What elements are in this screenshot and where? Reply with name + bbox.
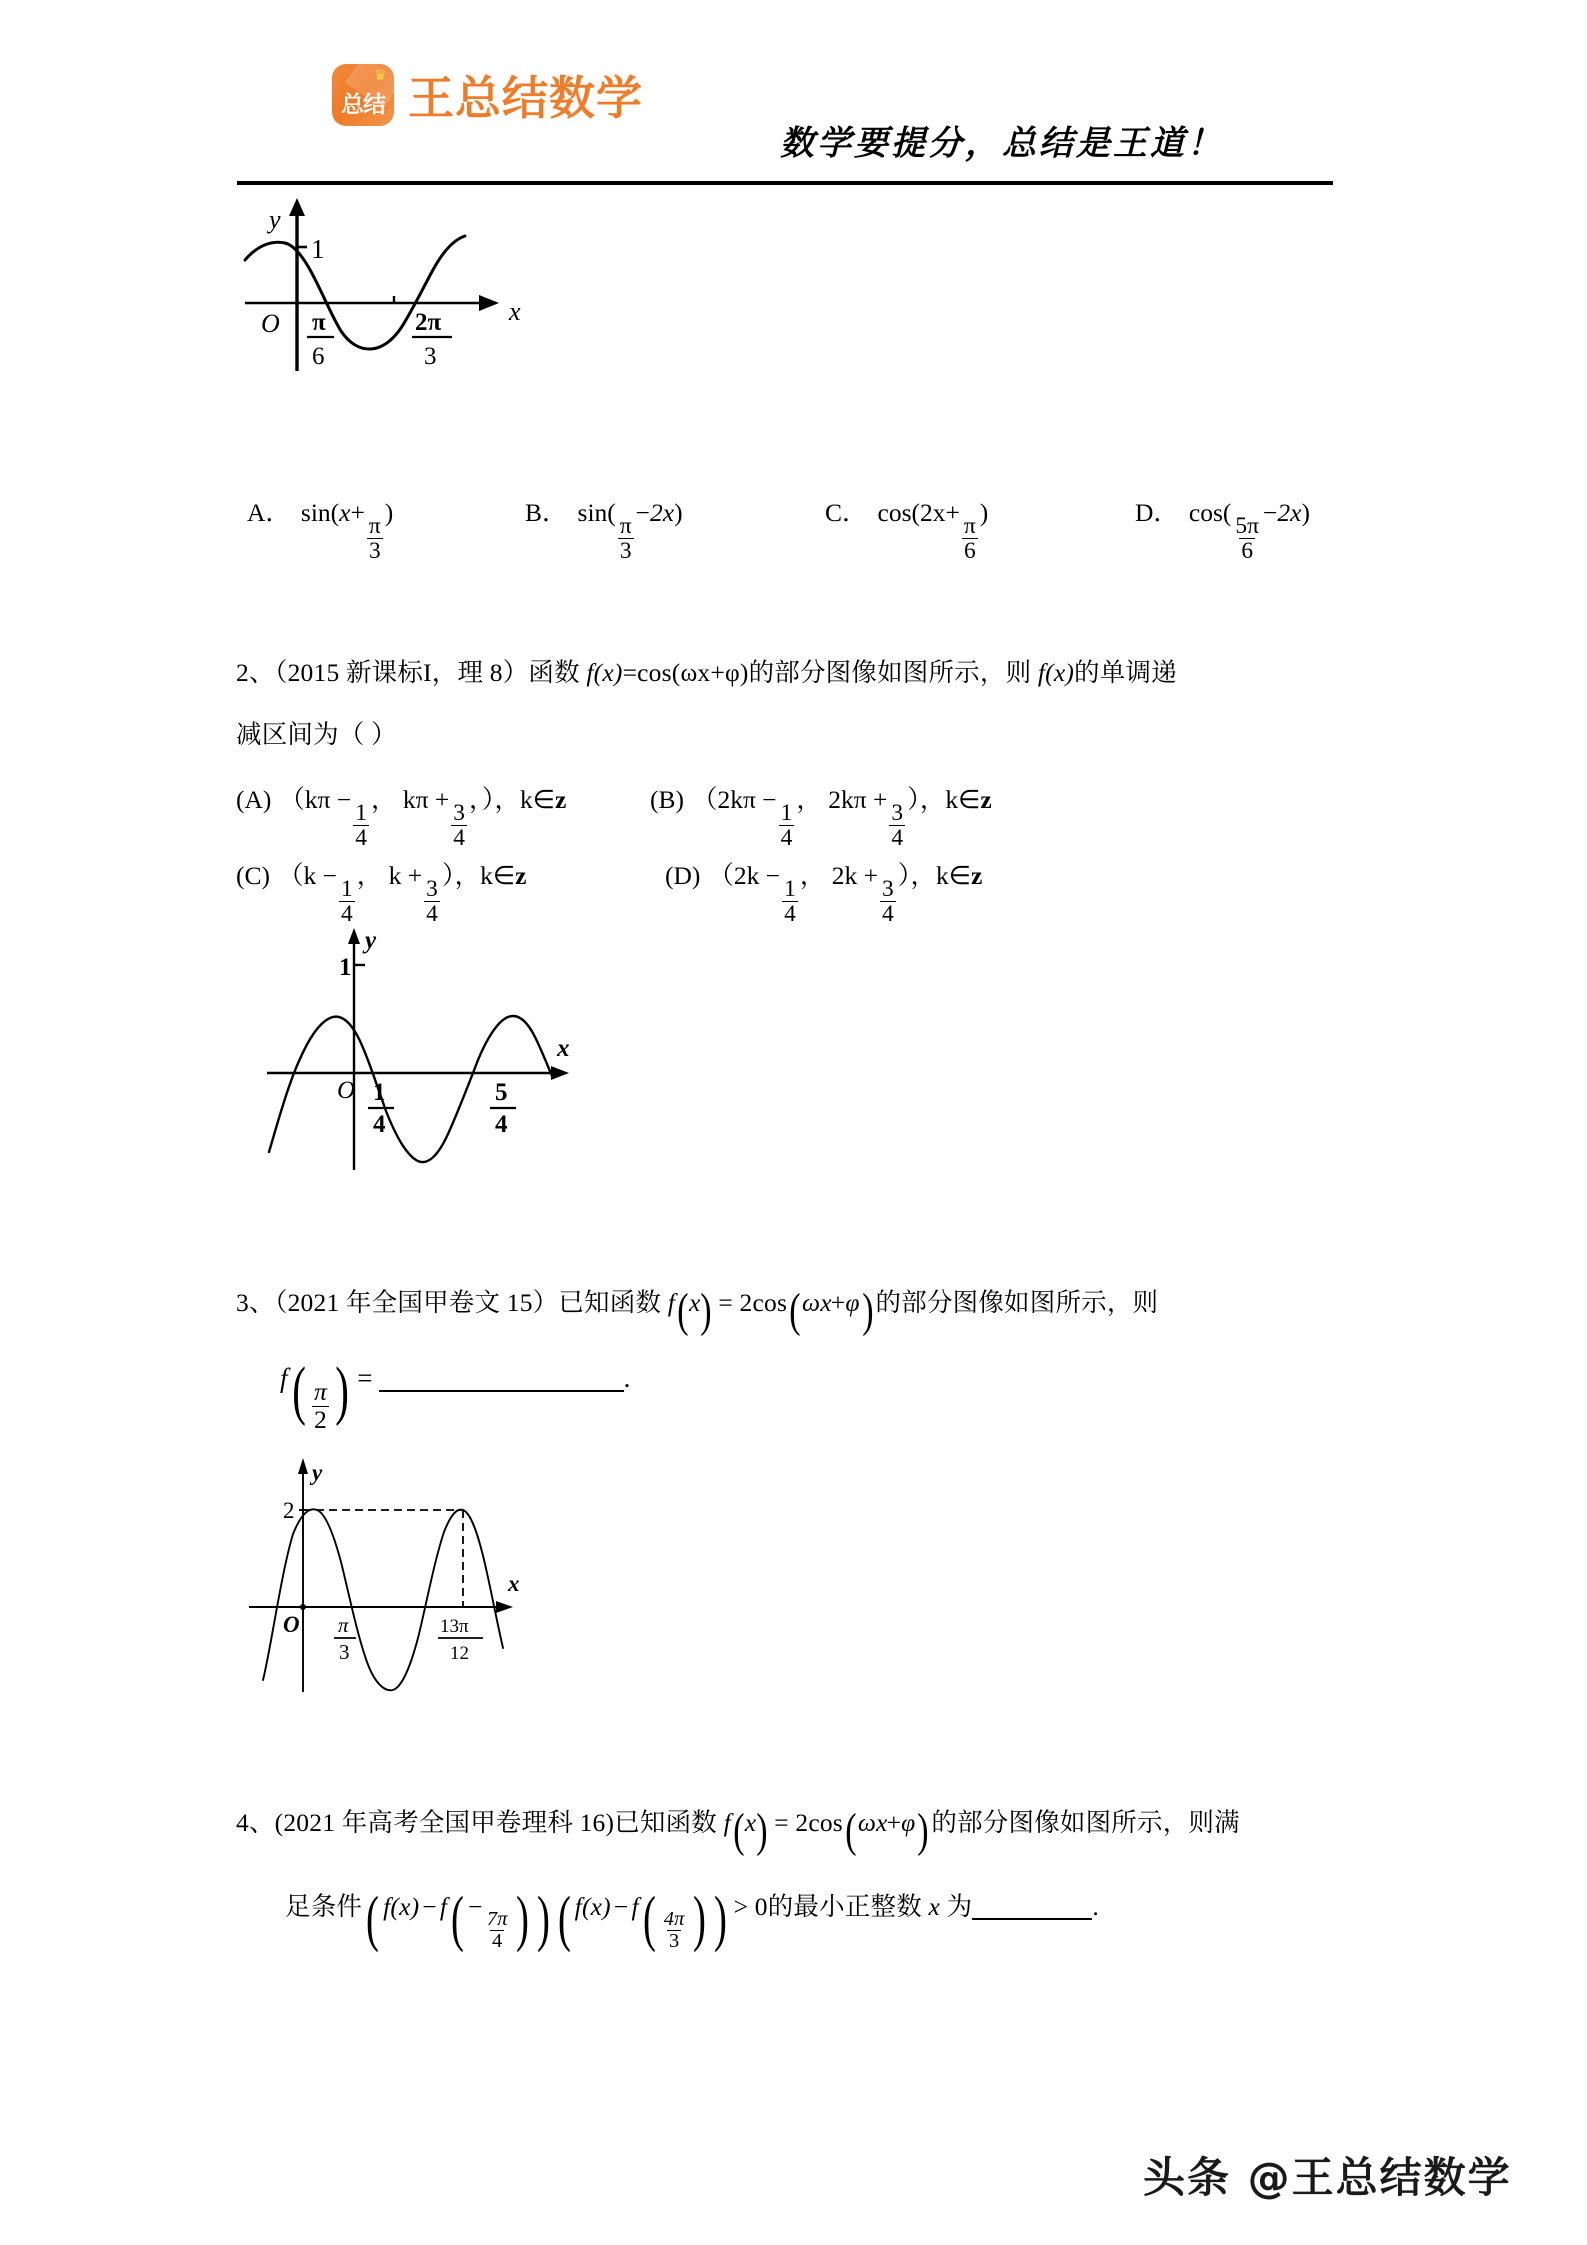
paren-open: ( (733, 1805, 745, 1858)
brand-name: 王总结数学 (408, 71, 643, 125)
paren-open-arg2: ( (642, 1882, 656, 1953)
q2-option-d-expr: （2k − $\frac{1}{4}$ ， 2k + $\frac{3}{4}$ ），k∈z (708, 861, 983, 928)
q3-stem-line1: 3、（2021 年全国甲卷文 15）已知函数 f(x) = 2cos(ωx+φ)的部分图像如图所示，则 (236, 1285, 1159, 1338)
q4-stem-line2: 足条件( f(x) − f( − $\frac{7\pi}{4}$ ) ) ( f(x) − f( $\frac{4\pi}{3}$ ) ) > 0的最小正整数 x 为 . (285, 1882, 1099, 1953)
q2-option-b-expr: （2kπ − $\frac{1}{4}$ ， 2kπ + $\frac{3}{4}$ ），k∈z (692, 785, 992, 852)
x-axis-arrow (496, 1601, 513, 1613)
figure-1-svg (237, 196, 567, 396)
header-divider (237, 181, 1333, 185)
q1-option-b-label: B． (525, 498, 568, 527)
paren-close: ) (700, 1285, 713, 1338)
origin-label: O (337, 1077, 356, 1104)
paren-close-arg1: ) (515, 1882, 529, 1953)
x-axis-arrow (551, 1066, 569, 1080)
x-axis-label: x (508, 1571, 520, 1596)
x-axis-label: x (557, 1035, 570, 1062)
x-axis-arrow (479, 295, 499, 311)
y-axis-arrow (289, 198, 305, 216)
paren-close: ) (756, 1805, 769, 1858)
q2-option-b-label: (B) (650, 785, 684, 814)
figure-3-svg (245, 1452, 585, 1692)
x-tick-2-numerator: 2π (415, 309, 442, 336)
q1-option-a-expr: sin(x+ $\frac{\pi}{3}$ ) (300, 498, 394, 565)
figure-2-svg (255, 920, 615, 1170)
x-tick-2-denominator: 4 (495, 1111, 508, 1138)
y-axis-arrow (348, 928, 360, 944)
origin-label: O (261, 309, 280, 338)
y-axis-label: y (269, 205, 281, 234)
q2-option-c[interactable] (236, 856, 526, 927)
q3-ask-line: f( $\frac{\pi}{2}$ ) = . (280, 1354, 631, 1434)
x-tick-label-2 (438, 1616, 483, 1664)
page-header (0, 0, 1587, 190)
x-tick-1-numerator: 1 (373, 1079, 386, 1106)
brand-logo (332, 62, 643, 128)
x-tick-2-denominator: 3 (424, 343, 437, 370)
q2-option-b[interactable] (650, 780, 992, 851)
x-tick-1-numerator: π (312, 309, 326, 336)
x-tick-1-denominator: 4 (373, 1111, 386, 1138)
q1-option-d-label: D． (1135, 498, 1179, 527)
y-tick-label: 1 (339, 954, 352, 981)
q1-option-c-label: C． (825, 498, 868, 527)
y-tick-label: 2 (283, 1498, 295, 1523)
y-axis-arrow (298, 1458, 308, 1474)
q2-option-a-expr: （kπ − $\frac{1}{4}$ ， kπ + $\frac{3}{4}$ ，），k∈z (279, 785, 567, 852)
x-tick-label-2 (412, 309, 452, 370)
paren-close-arg2: ) (692, 1882, 706, 1953)
paren-open-tall: ( (291, 1354, 306, 1428)
q1-option-b[interactable] (525, 493, 683, 564)
x-tick-label-1 (307, 309, 334, 370)
q2-option-c-label: (C) (236, 861, 270, 890)
q1-option-b-expr: sin( $\frac{\pi}{3}$ −2x) (577, 498, 683, 565)
q4-stem-line1: 4、(2021 年高考全国甲卷理科 16)已知函数 f(x) = 2cos(ωx+φ)的部分图像如图所示，则满 (236, 1805, 1240, 1858)
brand-tagline: 数学要提分，总结是王道！ (780, 123, 1224, 164)
q4-answer-blank[interactable] (972, 1892, 1092, 1920)
x-tick-label-2 (490, 1079, 516, 1138)
origin-dot (300, 1604, 306, 1610)
paren-open-arg1: ( (451, 1882, 465, 1953)
x-tick-1-numerator: π (338, 1613, 349, 1637)
logo-mark-label: 总结 (341, 92, 385, 118)
q2-stem-line2: 减区间为（ ） (236, 720, 397, 749)
q1-option-a-label: A． (247, 498, 291, 527)
x-tick-1-denominator: 3 (339, 1640, 350, 1664)
figure-question1 (237, 196, 567, 396)
x-tick-1-denominator: 6 (312, 343, 325, 370)
x-axis-label: x (509, 297, 521, 326)
q1-option-d-expr: cos( $\frac{5\pi}{6}$ −2x) (1188, 498, 1310, 565)
q2-option-a-label: (A) (236, 785, 272, 814)
paren-open-group2: ( (557, 1882, 571, 1953)
x-tick-label-1 (334, 1613, 356, 1664)
y-tick-label: 1 (311, 234, 325, 264)
q2-option-d-label: (D) (665, 861, 701, 890)
paren-close-tall: ) (335, 1354, 349, 1428)
wave-curve (269, 1016, 552, 1162)
y-axis-label: y (365, 927, 377, 954)
q2-option-c-expr: （k − $\frac{1}{4}$ ， k + $\frac{3}{4}$ ），k∈z (278, 861, 527, 928)
x-tick-2-denominator: 12 (450, 1643, 469, 1664)
crown-icon: ♛ (373, 68, 387, 84)
paren-open-2: ( (789, 1285, 801, 1338)
footer-watermark: 头条 @王总结数学 (1143, 2153, 1512, 2202)
q2-option-d[interactable] (665, 856, 982, 927)
logo-mark-icon (332, 64, 394, 126)
paren-close-2: ) (917, 1805, 930, 1858)
q1-option-a[interactable] (247, 493, 393, 564)
paren-open-group1: ( (366, 1882, 380, 1953)
figure-question3 (245, 1452, 585, 1692)
q2-option-a[interactable] (236, 780, 566, 851)
figure-question2 (255, 920, 615, 1170)
q1-option-d[interactable] (1135, 493, 1310, 564)
paren-close-group2: ) (713, 1882, 727, 1953)
paren-close-group1: ) (536, 1882, 550, 1953)
y-axis-label: y (312, 1460, 323, 1485)
paren-open: ( (677, 1285, 689, 1338)
q1-option-c[interactable] (825, 493, 988, 564)
q1-option-c-expr: cos(2x+ $\frac{\pi}{6}$ ) (877, 498, 989, 565)
q2-stem-line1: 2、（2015 新课标I，理 8）函数 f(x)=cos(ωx+φ)的部分图像如图所示，则 f(x)的单调递 (236, 658, 1177, 687)
q3-answer-blank[interactable] (379, 1362, 624, 1392)
origin-label: O (283, 1612, 300, 1637)
paren-close-2: ) (861, 1285, 874, 1338)
x-tick-2-numerator: 5 (495, 1079, 508, 1106)
x-tick-label-1 (368, 1079, 394, 1138)
x-tick-2-numerator: 13π (440, 1616, 469, 1637)
paren-open-2: ( (845, 1805, 857, 1858)
